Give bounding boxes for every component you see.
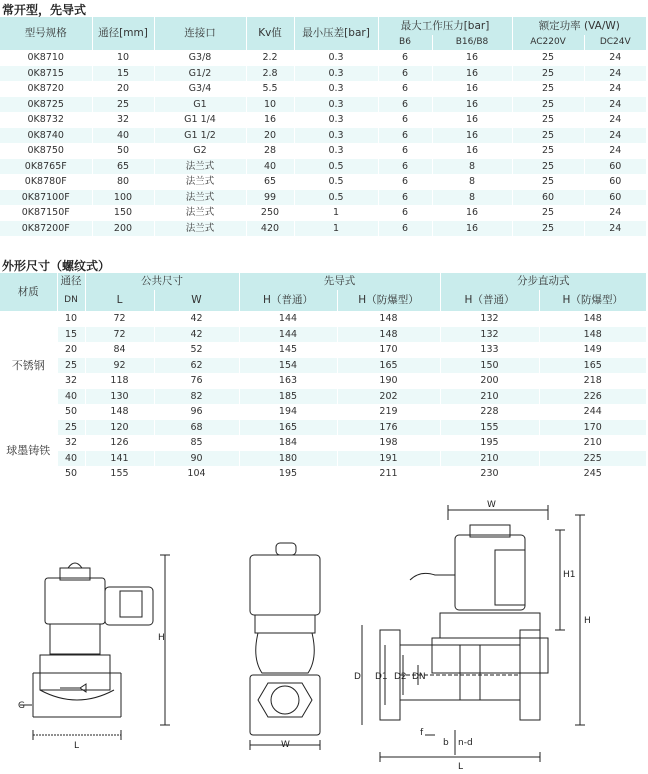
dimension-cell: 149: [539, 342, 646, 358]
spec-cell: 6: [378, 128, 432, 144]
spec-cell: 法兰式: [154, 221, 246, 237]
valve-side-drawing: [20, 555, 170, 740]
spec-cell: G1/2: [154, 66, 246, 82]
label-h2: H: [584, 616, 591, 626]
dimension-cell: 144: [239, 327, 337, 343]
dimension-cell: 228: [440, 404, 539, 420]
spec-cell: 8: [432, 159, 512, 175]
spec-cell: 15: [92, 66, 154, 82]
spec-cell: 6: [378, 81, 432, 97]
spec-cell: 0K8725: [0, 97, 92, 113]
spec-cell: 0K87100F: [0, 190, 92, 206]
dimension-cell: 144: [239, 311, 337, 327]
col-b16: B16/B8: [432, 35, 512, 50]
dimension-cell: 155: [440, 420, 539, 436]
col-dc: DC24V: [584, 35, 646, 50]
label-nd: n-d: [458, 738, 473, 748]
material-cell: 不锈钢: [0, 311, 57, 420]
dimension-row: [0, 420, 646, 436]
spec-cell: 16: [432, 112, 512, 128]
col-ac: AC220V: [512, 35, 584, 50]
spec-cell: 0K8732: [0, 112, 92, 128]
dimension-row: [0, 311, 646, 327]
spec-cell: 6: [378, 50, 432, 66]
label-b: b: [443, 738, 449, 748]
dimension-cell: 190: [337, 373, 440, 389]
spec-cell: 0.3: [294, 112, 378, 128]
spec-cell: 0K8720: [0, 81, 92, 97]
dimension-cell: 200: [440, 373, 539, 389]
dimension-cell: 10: [57, 311, 85, 327]
spec-cell: 25: [512, 50, 584, 66]
section2-title: 外形尺寸（螺纹式）: [2, 259, 111, 273]
spec-cell: 80: [92, 174, 154, 190]
label-d1: D1: [375, 672, 388, 682]
spec-cell: 200: [92, 221, 154, 237]
spec-cell: 法兰式: [154, 159, 246, 175]
dimension-cell: 126: [85, 435, 154, 451]
dimension-cell: 198: [337, 435, 440, 451]
dimension-row: [0, 327, 646, 343]
spec-cell: 法兰式: [154, 190, 246, 206]
dimension-row: [0, 389, 646, 405]
dimension-row: [0, 404, 646, 420]
spec-cell: 0K87150F: [0, 205, 92, 221]
spec-cell: 5.5: [246, 81, 294, 97]
dimension-cell: 72: [85, 311, 154, 327]
spec-cell: 25: [512, 128, 584, 144]
dimension-cell: 150: [440, 358, 539, 374]
spec-cell: G1: [154, 97, 246, 113]
dimension-cell: 191: [337, 451, 440, 467]
dimension-cell: 230: [440, 466, 539, 482]
label-l: L: [74, 741, 80, 751]
dimension-cell: 218: [539, 373, 646, 389]
dimension-cell: 82: [154, 389, 239, 405]
spec-cell: 24: [584, 66, 646, 82]
label-d: D: [354, 672, 361, 682]
col-kv: Kv值: [246, 17, 294, 50]
spec-row: [0, 112, 646, 128]
spec-row: [0, 205, 646, 221]
spec-row: [0, 190, 646, 206]
col-step: 分步直动式: [440, 273, 646, 290]
spec-cell: 16: [432, 50, 512, 66]
spec-cell: 65: [92, 159, 154, 175]
dimension-cell: 226: [539, 389, 646, 405]
spec-cell: 6: [378, 174, 432, 190]
valve-section-drawing: [362, 505, 585, 762]
dimension-cell: 185: [239, 389, 337, 405]
spec-cell: 60: [584, 190, 646, 206]
dimension-cell: 210: [440, 451, 539, 467]
dimension-cell: 170: [539, 420, 646, 436]
spec-cell: 25: [92, 97, 154, 113]
spec-cell: 6: [378, 97, 432, 113]
dimension-cell: 194: [239, 404, 337, 420]
col-pilot: 先导式: [239, 273, 440, 290]
dimension-cell: 32: [57, 373, 85, 389]
dimension-cell: 219: [337, 404, 440, 420]
dimension-cell: 96: [154, 404, 239, 420]
dimension-cell: 148: [337, 327, 440, 343]
spec-cell: 6: [378, 66, 432, 82]
spec-cell: 16: [432, 221, 512, 237]
dimension-cell: 176: [337, 420, 440, 436]
dimension-cell: 25: [57, 358, 85, 374]
dimension-cell: 62: [154, 358, 239, 374]
dimension-cell: 15: [57, 327, 85, 343]
dimension-row: [0, 435, 646, 451]
spec-row: [0, 66, 646, 82]
spec-cell: 0.5: [294, 159, 378, 175]
label-dn: DN: [412, 672, 426, 682]
dimension-cell: 68: [154, 420, 239, 436]
label-f: f: [420, 728, 424, 738]
spec-cell: 2.8: [246, 66, 294, 82]
dimension-cell: 84: [85, 342, 154, 358]
spec-cell: 25: [512, 143, 584, 159]
spec-row: [0, 97, 646, 113]
label-h: H: [158, 633, 165, 643]
material-cell: 球墨铸铁: [0, 420, 57, 482]
dimension-cell: 92: [85, 358, 154, 374]
spec-cell: 0.3: [294, 50, 378, 66]
label-g: G: [18, 701, 25, 711]
spec-cell: 25: [512, 174, 584, 190]
spec-cell: 16: [432, 128, 512, 144]
spec-cell: 40: [92, 128, 154, 144]
spec-cell: 0K8765F: [0, 159, 92, 175]
valve-drawings: [0, 495, 648, 774]
dimension-cell: 202: [337, 389, 440, 405]
col-bore: 通径[mm]: [92, 17, 154, 50]
col-power: 额定功率 (VA/W): [512, 17, 646, 35]
spec-cell: 32: [92, 112, 154, 128]
dimension-cell: 85: [154, 435, 239, 451]
spec-row: [0, 143, 646, 159]
spec-cell: 60: [584, 174, 646, 190]
dimension-cell: 163: [239, 373, 337, 389]
spec-cell: 6: [378, 190, 432, 206]
spec-cell: G1 1/4: [154, 112, 246, 128]
col-h-ex: H（防爆型）: [337, 290, 440, 311]
dimension-cell: 195: [440, 435, 539, 451]
spec-cell: 20: [92, 81, 154, 97]
dimension-cell: 90: [154, 451, 239, 467]
label-h1: H1: [563, 570, 576, 580]
spec-cell: 0K8710: [0, 50, 92, 66]
dimension-cell: 20: [57, 342, 85, 358]
col-port: 连接口: [154, 17, 246, 50]
spec-cell: 65: [246, 174, 294, 190]
spec-cell: 8: [432, 174, 512, 190]
spec-cell: 24: [584, 221, 646, 237]
dimension-cell: 211: [337, 466, 440, 482]
spec-cell: 2.2: [246, 50, 294, 66]
spec-cell: 40: [246, 159, 294, 175]
col-h-ex2: H（防爆型）: [539, 290, 646, 311]
dimension-cell: 32: [57, 435, 85, 451]
spec-cell: 10: [92, 50, 154, 66]
spec-cell: 25: [512, 81, 584, 97]
dimension-cell: 154: [239, 358, 337, 374]
spec-cell: 1: [294, 221, 378, 237]
dimension-cell: 52: [154, 342, 239, 358]
dimension-cell: 148: [337, 311, 440, 327]
spec-cell: 10: [246, 97, 294, 113]
dimension-row: [0, 466, 646, 482]
dimension-cell: 145: [239, 342, 337, 358]
col-b6: B6: [378, 35, 432, 50]
dimension-cell: 155: [85, 466, 154, 482]
dimension-cell: 104: [154, 466, 239, 482]
label-d2: D2: [394, 672, 407, 682]
dimension-cell: 184: [239, 435, 337, 451]
col-model: 型号规格: [0, 17, 92, 50]
valve-front-drawing: [250, 543, 320, 750]
dimension-row: [0, 358, 646, 374]
spec-cell: 0K8715: [0, 66, 92, 82]
col-h-normal: H（普通）: [239, 290, 337, 311]
dimension-cell: 148: [539, 311, 646, 327]
dimension-row: [0, 451, 646, 467]
dimension-table: [0, 273, 646, 482]
spec-cell: 6: [378, 221, 432, 237]
dimension-row: [0, 342, 646, 358]
spec-cell: 100: [92, 190, 154, 206]
dimension-cell: 50: [57, 466, 85, 482]
label-l2: L: [458, 762, 464, 772]
spec-cell: 99: [246, 190, 294, 206]
spec-cell: 6: [378, 159, 432, 175]
spec-cell: 0.3: [294, 143, 378, 159]
col-dn: DN: [57, 290, 85, 311]
spec-cell: 25: [512, 112, 584, 128]
dimension-cell: 225: [539, 451, 646, 467]
label-w2: W: [487, 500, 496, 510]
spec-cell: 0K8780F: [0, 174, 92, 190]
dimension-cell: 165: [539, 358, 646, 374]
label-w: W: [281, 740, 290, 750]
spec-cell: G3/4: [154, 81, 246, 97]
dimension-cell: 165: [337, 358, 440, 374]
dimension-cell: 120: [85, 420, 154, 436]
spec-cell: 6: [378, 143, 432, 159]
spec-cell: 50: [92, 143, 154, 159]
spec-cell: 16: [432, 66, 512, 82]
spec-cell: 8: [432, 190, 512, 206]
dimension-cell: 210: [440, 389, 539, 405]
spec-cell: 1: [294, 205, 378, 221]
spec-cell: 24: [584, 205, 646, 221]
dimension-cell: 180: [239, 451, 337, 467]
spec-cell: 0.5: [294, 174, 378, 190]
spec-cell: 24: [584, 128, 646, 144]
dimension-cell: 210: [539, 435, 646, 451]
dimension-cell: 141: [85, 451, 154, 467]
spec-cell: 60: [512, 190, 584, 206]
spec-cell: 0K87200F: [0, 221, 92, 237]
spec-cell: 25: [512, 66, 584, 82]
dimension-cell: 40: [57, 389, 85, 405]
spec-cell: 420: [246, 221, 294, 237]
spec-cell: 6: [378, 205, 432, 221]
spec-table: [0, 17, 646, 236]
spec-cell: 16: [246, 112, 294, 128]
spec-cell: 25: [512, 205, 584, 221]
spec-row: [0, 128, 646, 144]
col-max-pressure: 最大工作压力[bar]: [378, 17, 512, 35]
col-w: W: [154, 290, 239, 311]
col-bore2: 通径: [57, 273, 85, 290]
dimension-cell: 25: [57, 420, 85, 436]
dimension-cell: 170: [337, 342, 440, 358]
spec-cell: G3/8: [154, 50, 246, 66]
spec-cell: G2: [154, 143, 246, 159]
col-material: 材质: [0, 273, 57, 311]
dimension-cell: 244: [539, 404, 646, 420]
col-min-pressure: 最小压差[bar]: [294, 17, 378, 50]
dimension-cell: 132: [440, 311, 539, 327]
spec-cell: 20: [246, 128, 294, 144]
dimension-row: [0, 373, 646, 389]
dimension-cell: 148: [539, 327, 646, 343]
spec-cell: 28: [246, 143, 294, 159]
dimension-cell: 165: [239, 420, 337, 436]
spec-cell: 60: [584, 159, 646, 175]
dimension-cell: 148: [85, 404, 154, 420]
spec-cell: 16: [432, 205, 512, 221]
spec-cell: 0.3: [294, 66, 378, 82]
spec-cell: 25: [512, 97, 584, 113]
dimension-cell: 245: [539, 466, 646, 482]
dimension-cell: 195: [239, 466, 337, 482]
spec-cell: 16: [432, 97, 512, 113]
spec-cell: 16: [432, 81, 512, 97]
spec-cell: 法兰式: [154, 205, 246, 221]
spec-cell: 0K8740: [0, 128, 92, 144]
spec-cell: 25: [512, 221, 584, 237]
col-h-normal2: H（普通）: [440, 290, 539, 311]
spec-row: [0, 159, 646, 175]
spec-row: [0, 174, 646, 190]
dimension-cell: 42: [154, 327, 239, 343]
spec-cell: 24: [584, 143, 646, 159]
spec-cell: 法兰式: [154, 174, 246, 190]
spec-cell: 24: [584, 50, 646, 66]
spec-cell: 25: [512, 159, 584, 175]
spec-cell: 16: [432, 143, 512, 159]
spec-cell: G1 1/2: [154, 128, 246, 144]
spec-cell: 24: [584, 97, 646, 113]
spec-cell: 250: [246, 205, 294, 221]
dimension-cell: 42: [154, 311, 239, 327]
dimension-cell: 40: [57, 451, 85, 467]
spec-cell: 24: [584, 81, 646, 97]
dimension-cell: 50: [57, 404, 85, 420]
col-l: L: [85, 290, 154, 311]
spec-row: [0, 50, 646, 66]
spec-row: [0, 81, 646, 97]
dimension-cell: 133: [440, 342, 539, 358]
spec-cell: 24: [584, 112, 646, 128]
spec-row: [0, 221, 646, 237]
spec-cell: 0.5: [294, 190, 378, 206]
spec-cell: 150: [92, 205, 154, 221]
col-common: 公共尺寸: [85, 273, 239, 290]
dimension-cell: 76: [154, 373, 239, 389]
section1-title: 常开型，先导式: [2, 3, 87, 17]
spec-cell: 0.3: [294, 97, 378, 113]
dimension-cell: 132: [440, 327, 539, 343]
dimension-cell: 118: [85, 373, 154, 389]
spec-cell: 0.3: [294, 128, 378, 144]
spec-cell: 6: [378, 112, 432, 128]
spec-cell: 0.3: [294, 81, 378, 97]
spec-cell: 0K8750: [0, 143, 92, 159]
dimension-cell: 72: [85, 327, 154, 343]
dimension-cell: 130: [85, 389, 154, 405]
